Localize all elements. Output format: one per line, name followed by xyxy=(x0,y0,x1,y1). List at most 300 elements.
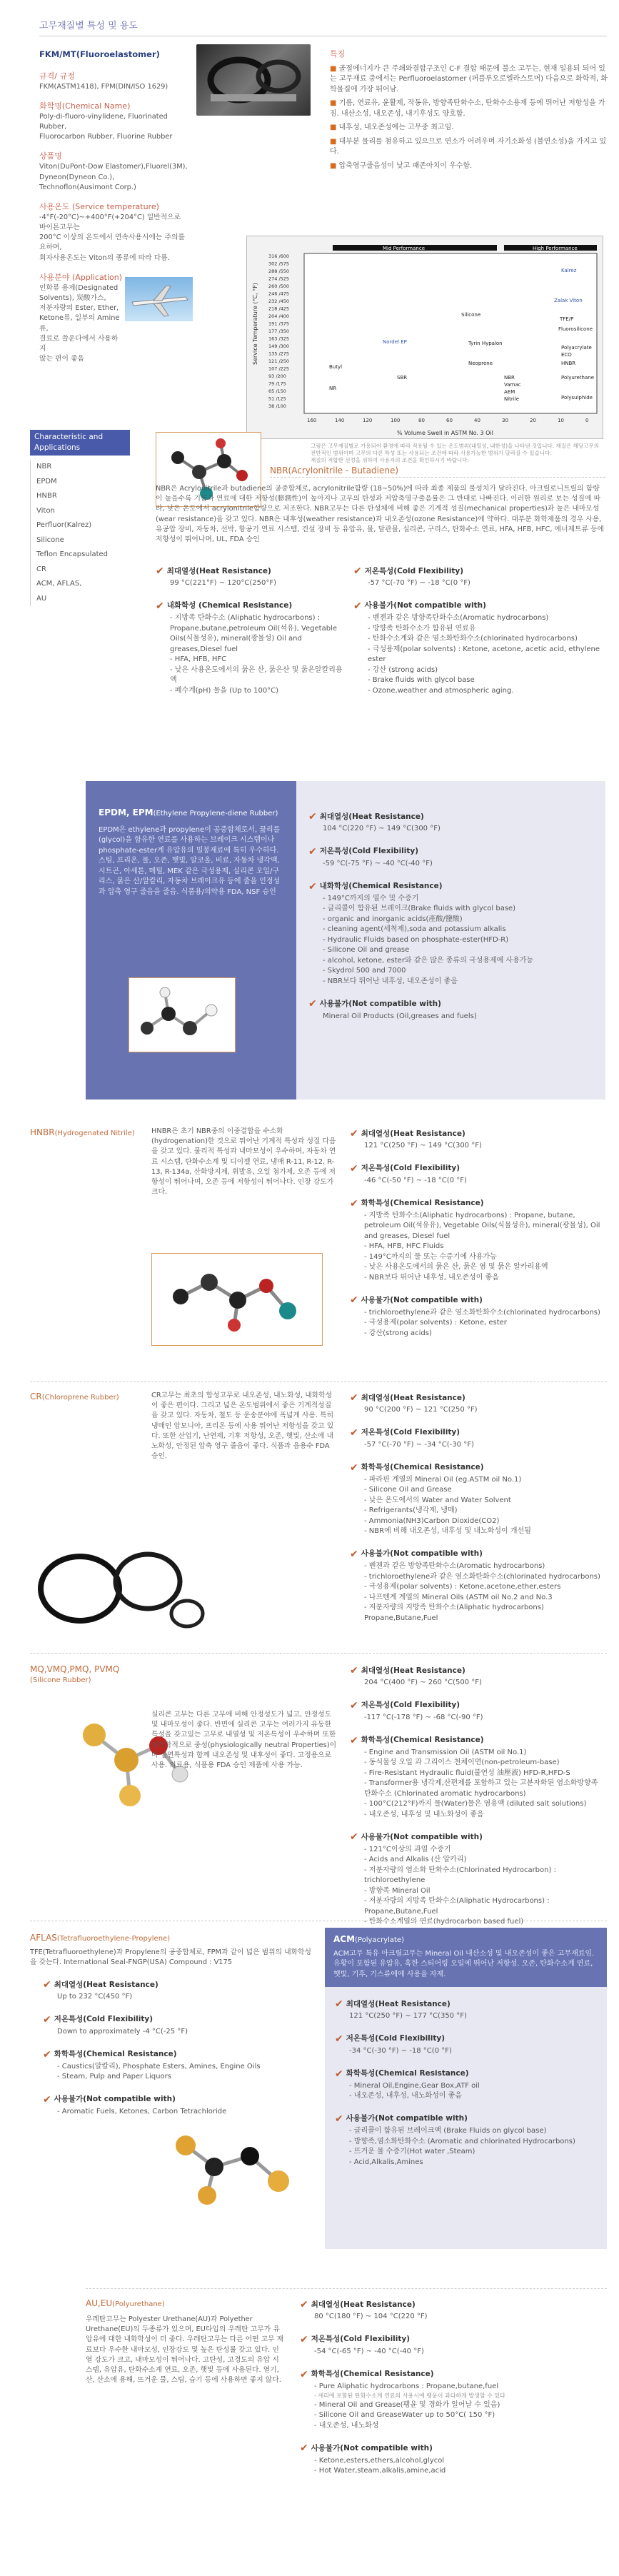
epdm-description: EPDM은 ethylene과 propylene이 공중합체로서, 끓리를 (glycol)을 함유한 연료를 사용하는 브레이크 시스템이나 phosphate-ester계 유압유의 밀봉재료에 특히 우수하다. 스팀, 프리온, 물, 오존, 햇빛, 알코올, 비료, 자동차 냉각액, 시트곤, 아세톤, 메틸, MEK 같은 극성용제, 실리콘 오일/구리스, 묽은 산/알칼리, 자동차 브레이크유 등에 줄을 인정성과 압축 영구 줄음을 줄음. 식품용/의약용 FDA, NSF 승인 xyxy=(99,825,281,896)
acm-title-ko: (Polyacrylate) xyxy=(355,1936,404,1944)
au-nc-label: 사용불가(Not compatible with) xyxy=(311,2444,433,2453)
x-tick-label: 0 xyxy=(585,418,589,423)
material-label: Nitrile xyxy=(504,396,519,402)
silicone-chem-5: - 내오존성, 내후성 및 내노화성이 좋음 xyxy=(364,1810,607,1821)
sidebar-item-teflon[interactable]: Teflon Encapsulated xyxy=(36,550,108,559)
epdm-molecule-image xyxy=(129,977,236,1052)
fkm-feature-0: 골절에너지가 큰 주쇄와결합구조인 C-F 결합 때문에 불소 고무는, 현재 일용되 되어 있는 고무재료 중에서는 Perfluoroelastomer (퍼플루오로엘라스토머) 다음으로 화학적, 화학물질에 가장 뛰어남. xyxy=(330,64,608,94)
epdm-chem-8: - NBR보다 뛰어난 내후성, 내오존성이 좋음 xyxy=(323,977,594,987)
cr-chem-0: - 파라핀 계열의 Mineral Oil (eg.ASTM oil No.1) xyxy=(364,1475,607,1486)
cr-description: CR고무는 최초의 합성고무로 내오존성, 내노화성, 내화학성이 좋은 편이다. 그리고 넓은 온도범위에서 좋은 기계적성질을 갖고 있다. 자동차, 철도 등 운송분야에 폭넓게 사용. 특히 냉매인 암모니아, 프리온 등에 사용 뛰어난 저항성을 갖고 있다. 또한 산업기, 난연제, 기후 저항성, 오존, 햇빛, 산소에 내노화성, 안정된 압축 영구 줄음이 좋다. 식품과 음용수 FDA 승인. xyxy=(151,1392,334,1461)
x-tick-label: 120 xyxy=(363,418,373,423)
y-tick-label: 51 /125 xyxy=(268,396,286,402)
check-icon: ✔ xyxy=(308,845,317,857)
fkm-feature-2: 내후성, 내오존성에는 고무중 최고임. xyxy=(338,124,454,132)
au-heat-val: 80 °C(180 °F) ~ 104 °C(220 °F) xyxy=(314,2313,428,2321)
x-tick-label: 100 xyxy=(391,418,401,423)
check-icon: ✔ xyxy=(350,1427,358,1439)
cr-nc-label: 사용불가(Not compatible with) xyxy=(361,1549,483,1559)
fkm-app-2: Ketone류, 일부의 Amine류, xyxy=(39,314,120,333)
fkm-app-3: 결료로 쓸운다에서 사용하지 xyxy=(39,334,119,353)
epdm-chem-label: 내화학성(Chemical Resistance) xyxy=(319,882,443,891)
acm-nc-0: - 글리콜이 함유된 브레이크액 (Brake Fluids on glycol base) xyxy=(349,2126,597,2137)
check-icon: ✔ xyxy=(335,2068,343,2080)
material-label: TFE/P xyxy=(560,316,574,322)
au-chem-1: - 새리에 포함된 탄화수소계 연료의 사용시에 팽윤이 과다하게 발생할 수 있다 xyxy=(314,2392,607,2400)
aflas-cold-label: 저온특성(Cold Flexibility) xyxy=(54,2015,154,2024)
hnbr-nc-label: 사용불가(Not compatible with) xyxy=(361,1295,483,1304)
silicone-nc-3: - 방향족 Mineral Oil xyxy=(364,1886,607,1897)
check-icon: ✔ xyxy=(350,1734,358,1746)
acm-nc-label: 사용불가(Not compatible with) xyxy=(346,2114,468,2123)
nbr-cold-val: -57 °C(-70 °F) ~ -18 °C(0 °F) xyxy=(368,579,470,588)
epdm-chem-2: - organic and inorganic acids(產酸/鹽酸) xyxy=(323,915,594,925)
epdm-molecule-art xyxy=(129,978,235,1052)
sidebar-item-au[interactable]: AU xyxy=(36,594,47,603)
check-icon: ✔ xyxy=(353,600,362,612)
fkm-temp-0: -4°F(-20°C)~+400°F(+204°C) 일반적으로 바이톤고무는 xyxy=(39,213,181,232)
high-performance-label: High Performance xyxy=(533,246,578,251)
check-icon: ✔ xyxy=(308,998,317,1010)
aflas-cold-val: Down to approximately -4 °C(-25 °F) xyxy=(57,2028,188,2036)
nbr-left-props xyxy=(156,564,345,706)
cr-props xyxy=(350,1391,607,1634)
sidebar-item-epdm[interactable]: EPDM xyxy=(36,477,57,485)
au-heat-label: 최대열성(Heat Resistance) xyxy=(311,2300,416,2309)
nbr-nc-6: - Ozone,weather and atmospheric aging. xyxy=(368,686,607,697)
epdm-chem-7: - Skydrol 500 and 7000 xyxy=(323,966,594,977)
material-label: Polyurethane xyxy=(561,375,595,381)
y-tick-label: 191 /375 xyxy=(268,321,290,327)
material-label: Zalak Viton xyxy=(554,298,583,303)
hnbr-chem-1: - HFA, HFB, HFC Fluids xyxy=(364,1242,607,1252)
material-label: NBR xyxy=(504,375,515,381)
nbr-nc-5: - Brake fluids with glycol base xyxy=(368,675,607,686)
acm-props xyxy=(325,1987,607,2168)
nbr-title-en: NBR xyxy=(270,466,288,476)
cr-heat-label: 최대열성(Heat Resistance) xyxy=(361,1393,465,1402)
aflas-description: TFE(Tetrafluoroethylene)과 Propylene의 공중합체로, FPM과 같이 넓은 범위의 내화학성을 갖는다. International Seal-FNGP(USA) Compound : V175 xyxy=(30,1948,311,1967)
fkm-app-1: 저분자량의 Ester, Ether, xyxy=(39,304,119,313)
nbr-nc-3: - 극성용제(polar solvents) : Ketone, acetone, acetic acid, ethylene ester xyxy=(368,645,607,665)
fkm-chem-label: 화학명(Chemical Name) xyxy=(39,101,131,111)
silicone-chem-2: - Fire-Resistant Hydraulic fluid(불연성 油壓液) HFD-R,HFD-S xyxy=(364,1769,607,1779)
silicone-nc-1: - Acids and Alkalis (산 알카리) xyxy=(364,1855,607,1866)
check-icon: ✔ xyxy=(350,1162,358,1174)
cr-chem-5: - NBR에 비해 내오존성, 내후성 및 내노화성이 개선됨 xyxy=(364,1526,607,1537)
y-tick-label: 149 /300 xyxy=(268,343,290,349)
check-icon: ✔ xyxy=(300,2368,308,2380)
sidebar-item-hnbr[interactable]: HNBR xyxy=(36,492,57,500)
fkm-trade-0: Viton(DuPont-Dow Elastomer),Fluorel(3M), xyxy=(39,163,188,171)
hnbr-molecule-art xyxy=(152,1254,322,1345)
sidebar-item-silicone[interactable]: Silicone xyxy=(36,535,64,544)
page-title: 고무재질별 특성 및 용도 xyxy=(39,21,138,31)
acm-chem-1: - 내오존성, 내후성, 내노화성이 좋음 xyxy=(349,2091,597,2102)
au-cold-label: 저온특성(Cold Flexibility) xyxy=(311,2335,411,2344)
nbr-nc-0: - 벤젠과 같은 방향족탄화수소(Aromatic hydrocarbons) xyxy=(368,613,607,624)
check-icon: ✔ xyxy=(350,1294,358,1307)
aflas-nc-label: 사용불가(Not compatible with) xyxy=(54,2095,176,2104)
hnbr-chem-label: 화학특성(Chemical Resistance) xyxy=(361,1199,484,1208)
x-tick-label: 60 xyxy=(446,418,453,423)
sidebar-list xyxy=(30,460,130,606)
hnbr-chem-3: - 낮은 사용온도에서의 묽은 산, 묽은 염 및 묽은 알카리용액 xyxy=(364,1262,607,1273)
check-icon: ✔ xyxy=(300,2442,308,2455)
nbr-notcompat-label: 사용불가(Not compatible with) xyxy=(364,601,486,610)
silicone-chem-0: - Engine and Transmission Oil (ASTM oil No.1) xyxy=(364,1748,607,1759)
acm-nc-3: - Acid,Alkalis,Amines xyxy=(349,2158,597,2168)
cr-nc-2: - 극성용제(polar solvents) : Ketone,acetone,ether,esters xyxy=(364,1582,607,1593)
hnbr-chem-0: - 지방족 탄화수소(Aliphatic hydrocarbons) : Propane, butane, petroleum Oil(석유유), Vegetable Oils(식물성유), mineral(광물성), Oil and greases, Diesel fuel xyxy=(364,1211,607,1242)
cr-nc-0: - 벤젠과 같은 방향족탄화수소(Aromatic hydrocarbons) xyxy=(364,1561,607,1572)
aflas-chem-0: - Caustics(알칼리), Phosphate Esters, Amines, Engine Oils xyxy=(57,2062,314,2073)
au-props xyxy=(300,2298,607,2487)
hnbr-cold-val: -46 °C(-50 °F) ~ -18 °C(0 °F) xyxy=(364,1177,467,1185)
au-chem-3: - Silicone Oil and GreaseWater up to 50°C( 150 °F) xyxy=(314,2410,607,2421)
y-tick-label: 274 /525 xyxy=(268,276,290,282)
nbr-chem-3: - 폐수계(pH) 물을 (Up to 100°C) xyxy=(170,686,345,697)
nbr-nc-1: - 방향족 탄화수소가 함유된 연료유 xyxy=(368,624,607,635)
airplane-photo xyxy=(125,277,193,321)
y-tick-label: 121 /250 xyxy=(268,358,290,364)
au-divider xyxy=(86,2288,607,2289)
material-label: Vamac xyxy=(504,382,521,388)
nbr-title-ko: (Acrylonitrile - Butadiene) xyxy=(288,466,399,476)
cr-chem-4: - Ammonia(NH3)Carbon Dioxide(CO2) xyxy=(364,1516,607,1527)
acm-chem-0: - Mineral Oil,Engine,Gear Box,ATF oil xyxy=(349,2081,597,2092)
aflas-title-ko: (Tetrafluoroethylene-Propylene) xyxy=(56,1935,171,1943)
hnbr-nc-2: - 강산(strong acids) xyxy=(364,1329,607,1339)
epdm-nc-label: 사용불가(Not compatible with) xyxy=(319,999,441,1008)
nbr-heat-val: 99 °C(221°F) ~ 120°C(250°F) xyxy=(170,579,276,588)
x-tick-label: 30 xyxy=(502,418,508,423)
material-label: Fluorosilicone xyxy=(558,326,593,332)
chart-caption-1: 재질의 적합한 선정을 위하여 사용자의 조건을 확인하시기 바랍니다. xyxy=(311,457,469,464)
oring-photo-art xyxy=(196,44,311,116)
nbr-cold-label: 저온특성(Cold Flexibility) xyxy=(364,566,464,575)
check-icon: ✔ xyxy=(350,1665,358,1676)
silicone-nc-0: - 121°C이상의 과열 수증기 xyxy=(364,1845,607,1856)
au-chem-label: 화학특성(Chemical Resistance) xyxy=(311,2370,434,2379)
epdm-chem-6: - alcohol, ketone, ester와 같은 많은 종류의 극성용제에 사용가능 xyxy=(323,956,594,967)
check-icon: ✔ xyxy=(156,600,164,612)
check-icon: ✔ xyxy=(335,1998,343,2010)
cr-chem-2: - 낮은 온도에서의 Water and Water Solvent xyxy=(364,1496,607,1506)
nbr-chem-0: - 지방족 탄화수소 (Aliphatic hydrocarbons) : Propane,butane,petroleum Oil(석유), Vegetable Oils(식물성유), mineral(광물성) Oil and greases,Diesel fuel xyxy=(170,613,345,655)
cr-title-en: CR xyxy=(30,1392,42,1402)
silicone-cold-val: -117 °C(-178 °F) ~ -68 °C(-90 °F) xyxy=(364,1714,483,1722)
chart-caption-0: 그림은 고무재질별로 가용되어 환경에 따라 적용될 수 있는 온도범위(내열성, 내한성)을 나타낸 것입니다. 재질은 해당고무의 전반적인 범위이며 고무의 다른 특성 또는 사용되는 조건에 따라 사용가능한 범위가 달라질 수 있습니다. xyxy=(311,443,599,457)
fkm-chem-1: Fluorocarbon Rubber, Fluorine Rubber xyxy=(39,133,173,141)
y-tick-label: 177 /350 xyxy=(268,328,290,334)
x-tick-label: 40 xyxy=(474,418,480,423)
aflas-heat-val: Up to 232 °C(450 °F) xyxy=(57,1993,133,2001)
check-icon: ✔ xyxy=(308,880,317,892)
cr-chem-3: - Refrigerants(냉각제, 냉매) xyxy=(364,1506,607,1516)
epdm-cold-label: 저온특성(Cold Flexibility) xyxy=(319,847,419,856)
aflas-molecule-image xyxy=(157,2124,307,2210)
silicone-nc-4: - 저분자량의 지방족 탄화수소(Aliphatic Hydrocarbons) : Propane,Butane,Fuel xyxy=(364,1896,607,1917)
mid-performance-label: Mid Performance xyxy=(383,246,426,251)
check-icon: ✔ xyxy=(350,1392,358,1404)
temperature-chart-svg xyxy=(247,236,604,440)
fkm-specs-label: 규격/ 규정 xyxy=(39,71,75,81)
fkm-temp-2: 회자사용온도는 Viton의 종류에 따라 다름. xyxy=(39,253,170,262)
check-icon: ✔ xyxy=(156,565,164,577)
au-chem-2: - Mineral Oil and Grease(팽윤 및 경화가 일어날 수 있음) xyxy=(314,2400,607,2411)
material-label: Polyacrylate xyxy=(561,345,592,351)
cr-oring-image xyxy=(30,1531,212,1635)
acm-description: ACM고무 특유 아크릴고무는 Mineral Oil 내산소성 및 내오존성이 좋은 고무재료임. 유황이 포함된 유압유, 혹한 스티어링 오일에 뛰어난 저항성. 오존, 탄화수소계 연료, 햇빛, 기후, 기스류에에 사용을 자제. xyxy=(333,1949,595,1978)
epdm-chem-0: - 149°C까지의 열수 및 수증기 xyxy=(323,894,594,905)
y-tick-label: 204 /400 xyxy=(268,313,290,319)
y-tick-label: 260 /500 xyxy=(268,283,290,289)
au-title-ko: (Polyurethane) xyxy=(112,2300,165,2308)
material-label: Butyl xyxy=(329,364,343,370)
au-title-en: AU,EU xyxy=(86,2298,113,2308)
fkm-trade-label: 상품명 xyxy=(39,151,62,161)
y-tick-label: 38 /100 xyxy=(268,403,286,409)
fkm-temp-label: 사용온도 (Service temperature) xyxy=(39,201,159,211)
material-label: Neoprene xyxy=(468,361,493,366)
y-tick-label: 65 /150 xyxy=(268,388,286,394)
epdm-heat-val: 104 °C(220 °F) ~ 149 °C(300 °F) xyxy=(323,825,441,833)
nbr-chem-1: - HFA, HFB, HFC xyxy=(170,655,345,665)
x-tick-label: 10 xyxy=(558,418,564,423)
hnbr-title xyxy=(30,1127,135,1139)
chart-caption xyxy=(311,443,603,464)
silicone-heat-label: 최대열성(Heat Resistance) xyxy=(361,1666,465,1675)
acm-title xyxy=(333,1933,598,1946)
check-icon: ✔ xyxy=(43,1979,51,1991)
hnbr-description: HNBR은 초기 NBR중의 이중결합을 수소화(hydrogenation)한 것으로 뛰어난 기계적 특성과 성질 다음을 갖고 있다. 물리적 특성과 내마모성이 우수하며, 자동차 연료 시스템, 탄화수소계 및 디이젤 연료, 냉매 R-11, R-12, R-13, R-134a, 산화방지제, 휘발유, 오일 첨가제, 오존 등에 저항성이 뛰어나며, 오존 등에 저항성이 뛰어나다. 인장 강도가 크다. xyxy=(151,1127,336,1197)
acm-heat-val: 121 °C(250 °F) ~ 177 °C(350 °F) xyxy=(349,2012,467,2021)
check-icon: ✔ xyxy=(350,1699,358,1711)
cr-cold-val: -57 °C(-70 °F) ~ -34 °C(-30 °F) xyxy=(364,1441,474,1449)
x-tick-label: 80 xyxy=(418,418,425,423)
hnbr-chem-4: - NBR보다 뛰어난 내후성, 내오존성이 좋음 xyxy=(364,1273,607,1284)
fkm-app-0: 인화류 용제(Designated Solvents), 炭酸가스, xyxy=(39,283,119,302)
silicone-nc-2: - 저분자량의 염소화 탄화수소(Chlorinated Hydrocarbon) : trichloroethylene xyxy=(364,1866,607,1886)
hnbr-nc-0: - trichloroethylene과 같은 염소화탄화수소(chlorinated hydrocarbons) xyxy=(364,1308,607,1319)
au-chem-4: - 내오존성, 내노화성 xyxy=(314,2421,607,2432)
fkm-temp-1: 200°C 이상의 온도에서 연속사용시에는 주의를 요하며, xyxy=(39,233,185,252)
silicone-chem-4: - 100°C(212°F)까지 물(Water)물은 염용액 (diluted salt solutions) xyxy=(364,1799,607,1810)
y-tick-label: 163 /325 xyxy=(268,336,290,342)
check-icon: ✔ xyxy=(350,1461,358,1474)
check-icon: ✔ xyxy=(43,2013,51,2026)
hnbr-cold-label: 저온특성(Cold Flexibility) xyxy=(361,1164,461,1173)
silicone-description: 실리콘 고무는 다른 고무에 비해 안정성도가 넓고, 안정성도 및 내마모성이 좋다. 반면에 실리콘 고무는 여러가지 유동한 특성을 갖고있는 고무로 내열성 및 저온특성이 우수하며 또한 생리학적으로 중성(physiologically neutral Properties)이며 절연특성과 함께 내오존성 및 내후성이 좋다. 고정용으로 사용. 의료용, 식품용 FDA 승인 제품에 사용 가능. xyxy=(151,1711,337,1770)
y-tick-label: 218 /425 xyxy=(268,306,290,312)
fkm-chem-0: Poly-di-fluoro-vinylidene, Fluorinated Rubber, xyxy=(39,112,168,131)
fkm-title: FKM/MT(Fluoroelastomer) xyxy=(39,49,160,59)
material-label: Kalrez xyxy=(561,268,577,273)
au-description: 우레탄고무는 Polyester Urethane(AU)과 Polyether Urethane(EU)의 두종류가 있으며, EU타입의 우레탄 고무가 유압유에 대한 내화학성이 더 좋다. 우레탄고무는 다른 어떤 고무 재료보다 우수한 내마모성, 인장강도 및 높은 탄성률 갖고 있다. 인열 강도가 크고, 내마모성이 뛰어나다. 고탄성, 고경도의 유압 시스템, 유압유, 탄화수소계 연료, 오존, 햇빛 등에 사용된다. 열기, 산, 산소에 용해, 뜨거운 물, 스팀, 습기 등에 사용하면 좋지 않다. xyxy=(86,2315,284,2385)
hnbr-molecule-image xyxy=(151,1253,323,1346)
cr-title xyxy=(30,1391,119,1404)
sidebar xyxy=(30,430,130,606)
y-tick-label: 316 /600 xyxy=(268,253,290,259)
y-tick-label: 107 /225 xyxy=(268,366,290,372)
fkm-feature-4: 압축영구줄음성이 낮고 패존아치이 우수함. xyxy=(338,161,473,170)
acm-header xyxy=(325,1928,607,1987)
epdm-props xyxy=(308,810,594,1032)
fkm-app-label: 사용분야 (Application) xyxy=(39,272,123,282)
cr-oring-art xyxy=(30,1531,212,1635)
fkm-trade-1: Dyneon(Dyneon Co.), Technoflon(Ausimont Corp.) xyxy=(39,173,136,191)
cr-nc-3: - 나프텐계 계열의 Mineral Oils (ASTM oil No.2 and No.3 xyxy=(364,1593,607,1604)
cr-nc-1: - trichloroethylene과 같은 염소화탄화수소(chlorinated hydrocarbons) xyxy=(364,1572,607,1583)
fkm-features-label: 특징 xyxy=(330,49,346,59)
silicone-title-ko: (Silicone Rubber) xyxy=(30,1676,91,1685)
material-label: Silicone xyxy=(461,312,481,318)
sidebar-item-acm-aflas[interactable]: ACM, AFLAS, xyxy=(36,580,82,588)
nbr-chem-2: - 낮은 사용온도에서의 묽은 산, 묽은산 및 묽은알칼리용액 xyxy=(170,665,345,686)
material-label: ECO xyxy=(561,352,572,358)
nbr-right-props xyxy=(353,564,607,706)
y-tick-label: 288 /550 xyxy=(268,268,290,274)
cr-chem-1: - Silicone Oil and Grease xyxy=(364,1485,607,1496)
hnbr-title-ko: (Hydrogenated Nitrile) xyxy=(54,1129,135,1137)
fkm-app-4: 않는 편이 좋음 xyxy=(39,355,85,363)
sidebar-item-viton[interactable]: Viton xyxy=(36,506,55,515)
fkm-feature-1: 기름, 연료유, 윤활제, 작동유, 방향족탄화수소, 탄화수소용제 등에 뛰어난 저항성을 가짐. 내산소성, 내오존성, 내기후성도 양호함. xyxy=(330,99,605,118)
y-tick-label: 135 /275 xyxy=(268,351,290,357)
fkm-features: 특징 ■ 골절에너지가 큰 주쇄와결합구조인 C-F 결합 때문에 불소 고무는, 현재 일용되 되어 있는 고무재료 중에서는 Perfluoroelastomer (퍼플루오로엘라스토머) 다음으로 화학적, 화학물질에 가장 뛰어남. ■ 기름, 연료유, 윤활제, 작동유, 방향족탄화수소, 탄화수소용제 등에 뛰어난 저항성을 가짐. 내산소성, 내오존성, 내기후성도 양호함. ■ 내후성, 내오존성에는 고무중 최고임. ■ 대부분 물리를 첨유하고 있으므로 연소가 어려우며 자기소화성 (불연소성)을 가지고 있다. ■ 압축영구줄음성이 낮고 패존아치이 우수함. xyxy=(330,49,608,170)
acm-cold-label: 저온특성(Cold Flexibility) xyxy=(346,2034,446,2043)
silicone-title-en: MQ,VMQ,PMQ, PVMQ xyxy=(30,1664,120,1674)
sidebar-item-nbr[interactable]: NBR xyxy=(36,463,52,471)
acm-nc-2: - 뜨거운 물 수증기(Hot water ,Steam) xyxy=(349,2147,597,2158)
epdm-chem-1: - 글리콜이 함유된 브레이크(Brake fluids with glycol base) xyxy=(323,904,594,915)
fkm-feature-3: 대부분 물리를 첨유하고 있으므로 연소가 어려우며 자기소화성 (불연소성)을 가지고 있다. xyxy=(330,137,607,156)
check-icon: ✔ xyxy=(335,2033,343,2045)
nbr-heat-label: 최대열성(Heat Resistance) xyxy=(166,566,271,575)
epdm-left-panel xyxy=(86,781,296,1100)
aflas-nc-0: - Aromatic Fuels, Ketones, Carbon Tetrachloride xyxy=(57,2107,314,2118)
hnbr-heat-val: 121 °C(250 °F) ~ 149 °C(300 °F) xyxy=(364,1142,482,1150)
x-tick-label: 20 xyxy=(530,418,536,423)
material-label: SBR xyxy=(397,375,408,381)
x-tick-label: 140 xyxy=(335,418,345,423)
plot-area xyxy=(304,253,597,413)
silicone-chem-1: - 동식물성 오일 과 그리이스 천체이면(non-petroleum-base) xyxy=(364,1758,607,1769)
temperature-chart xyxy=(246,236,603,439)
oring-photo xyxy=(196,44,311,116)
hnbr-heat-label: 최대열성(Heat Resistance) xyxy=(361,1129,465,1138)
sidebar-header: Characteristic and Applications xyxy=(30,430,130,456)
material-label: Nordel EP xyxy=(383,339,407,345)
check-icon: ✔ xyxy=(350,1548,358,1560)
aflas-props xyxy=(43,1978,314,2128)
material-label: HNBR xyxy=(561,361,576,366)
epdm-chem-3: - cleaning agent(세척제),soda and potassium alkalis xyxy=(323,925,594,935)
y-tick-label: 302 /575 xyxy=(268,261,290,267)
epdm-nc-0: Mineral Oil Products (Oil,greases and fuels) xyxy=(323,1012,477,1020)
material-label: Tyrin Hypalon xyxy=(468,341,503,346)
silicone-nc-label: 사용불가(Not compatible with) xyxy=(361,1832,483,1841)
epdm-title-en: EPDM, EPM xyxy=(99,807,154,817)
aflas-title xyxy=(30,1932,170,1945)
check-icon: ✔ xyxy=(300,2333,308,2345)
y-tick-label: 246 /475 xyxy=(268,291,290,297)
material-label: NR xyxy=(329,386,337,391)
epdm-chem-4: - Hydraulic Fluids based on phosphate-ester(HFD-R) xyxy=(323,935,594,946)
nbr-nc-4: - 강산 (strong acids) xyxy=(368,665,607,676)
nbr-title xyxy=(270,465,398,477)
au-nc-0: - Ketone,esters,ethers,alcohol,glycol xyxy=(314,2456,607,2467)
hnbr-chem-2: - 149°C까지의 물 또는 수증기에 사용가능 xyxy=(364,1252,607,1263)
aflas-molecule-art xyxy=(157,2124,307,2210)
x-tick-label: 160 xyxy=(307,418,317,423)
silicone-props xyxy=(350,1664,607,1948)
acm-title-en: ACM xyxy=(333,1934,356,1944)
cr-cold-label: 저온특성(Cold Flexibility) xyxy=(361,1428,461,1437)
aflas-heat-label: 최대열성(Heat Resistance) xyxy=(54,1980,158,1989)
silicone-chem-3: - Transformer용 냉각제,산편제를 포함하고 있는 고분자화된 염소화방향족 탄화수소 (Chlorinated aromatic hydrocarbons) xyxy=(364,1778,607,1799)
y-tick-label: 93 /200 xyxy=(268,373,286,379)
check-icon: ✔ xyxy=(350,1197,358,1209)
aflas-chem-1: - Steam, Pulp and Paper Liquors xyxy=(57,2072,314,2083)
nbr-description: NBR은 Acrylonitrile과 butadiene의 공중합체로, acrylonitrile함량 (18~50%)에 따라 최종 제품의 물성치가 달라진다. 아크릴로니트릴의 함량이 높을수록 기름과 연료에 대한 저항성(膨潤性)이 높아지나 고무의 탄성과 저압축영구줄음률은 그 반대로 나빠진다. 이러한 원리로 보는 성질에 따라, 낮은 온도에서 acrylonitrile함량으로 저조한다. NBR고무는 다른 탄성체에 비해 좋은 기계적 성질(mechanical properties)과 높은 내마모성(wear resistance)을 갖고 있다. NBR은 내후성(weather resistance)과 내오존성(ozone Resistance)에 약하다. 대부분 화학제품의 경우 사용, 유공압 장비, 자동차, 선박, 항공기 연료 시스템, 건설 장비 등 유압유, 물, 달관물, 실리콘, 구리스, 탄화수소 연료, HFA, HFB, HFC, 에너제트류 등에 저항성이 뛰어나며, UL, FDA 승인 xyxy=(156,485,604,544)
nbr-divider xyxy=(270,477,605,478)
acm-section xyxy=(325,1928,607,2249)
x-axis-label: % Volume Swell in ASTM No. 3 Oil xyxy=(397,430,493,436)
nbr-nc-2: - 탄화수소계와 같은 염소화탄화수소(chlorinated hydrocarbons) xyxy=(368,634,607,645)
au-cold-val: -54 °C(-65 °F) ~ -40 °C(-40 °F) xyxy=(314,2348,424,2356)
aflas-chem-label: 화학특성(Chemical Resistance) xyxy=(54,2050,177,2059)
acm-nc-1: - 방향족,염소화탄화수소 (Aromatic and chlorinated Hydrocarbons) xyxy=(349,2137,597,2148)
check-icon: ✔ xyxy=(350,1831,358,1843)
acm-heat-label: 최대열성(Heat Resistance) xyxy=(346,1999,451,2008)
aflas-title-en: AFLAS xyxy=(30,1933,57,1943)
au-nc-1: - Hot Water,steam,alkalis,amine,acid xyxy=(314,2466,607,2477)
check-icon: ✔ xyxy=(43,2093,51,2105)
silicone-nc-5: - 탄화수소계열의 연료(hydrocarbon based fuel) xyxy=(364,1917,607,1928)
material-label: AEM xyxy=(504,389,515,395)
cr-title-ko: (Chloroprene Rubber) xyxy=(41,1394,119,1402)
check-icon: ✔ xyxy=(353,565,362,577)
sidebar-item-cr[interactable]: CR xyxy=(36,565,46,573)
silicone-cold-label: 저온특성(Cold Flexibility) xyxy=(361,1701,461,1710)
hnbr-props xyxy=(350,1127,607,1349)
silicone-chem-label: 화학특성(Chemical Resistance) xyxy=(361,1736,484,1745)
sidebar-item-kalrez[interactable]: Perfluor(Kalrez) xyxy=(36,521,92,530)
check-icon: ✔ xyxy=(308,811,317,822)
au-chem-0: - Pure Aliphatic hydrocarbons : Propane,butane,fuel xyxy=(314,2382,607,2393)
epdm-cold-val: -59 °C(-75 °F) ~ -40 °C(-40 °F) xyxy=(323,860,433,868)
acm-cold-val: -34 °C(-30 °F) ~ -18 °C(0 °F) xyxy=(349,2047,452,2056)
y-axis-label: Service Temperature (°C, °F) xyxy=(252,283,258,365)
cr-nc-4: - 저분자량의 지방족 탄화수소(Aliphatic hydrocarbons) Propane,Butane,Fuel xyxy=(364,1603,607,1624)
epdm-title xyxy=(86,781,296,820)
check-icon: ✔ xyxy=(335,2113,343,2125)
fkm-specs: FKM(ASTM1418), FPM(DIN/ISO 1629) xyxy=(39,82,168,91)
hnbr-title-en: HNBR xyxy=(30,1127,55,1137)
au-title xyxy=(86,2298,165,2310)
epdm-heat-label: 최대열성(Heat Resistance) xyxy=(319,812,424,821)
check-icon: ✔ xyxy=(350,1128,358,1139)
y-tick-label: 79 /175 xyxy=(268,381,286,387)
check-icon: ✔ xyxy=(43,2048,51,2061)
acm-chem-label: 화학특성(Chemical Resistance) xyxy=(346,2069,469,2078)
nbr-chem-label: 내화학성 (Chemical Resistance) xyxy=(166,601,293,610)
cr-chem-label: 화학특성(Chemical Resistance) xyxy=(361,1463,484,1472)
hnbr-nc-1: - 극성용제(polar solvents) : Ketone, ester xyxy=(364,1318,607,1329)
silicone-title xyxy=(30,1664,151,1686)
